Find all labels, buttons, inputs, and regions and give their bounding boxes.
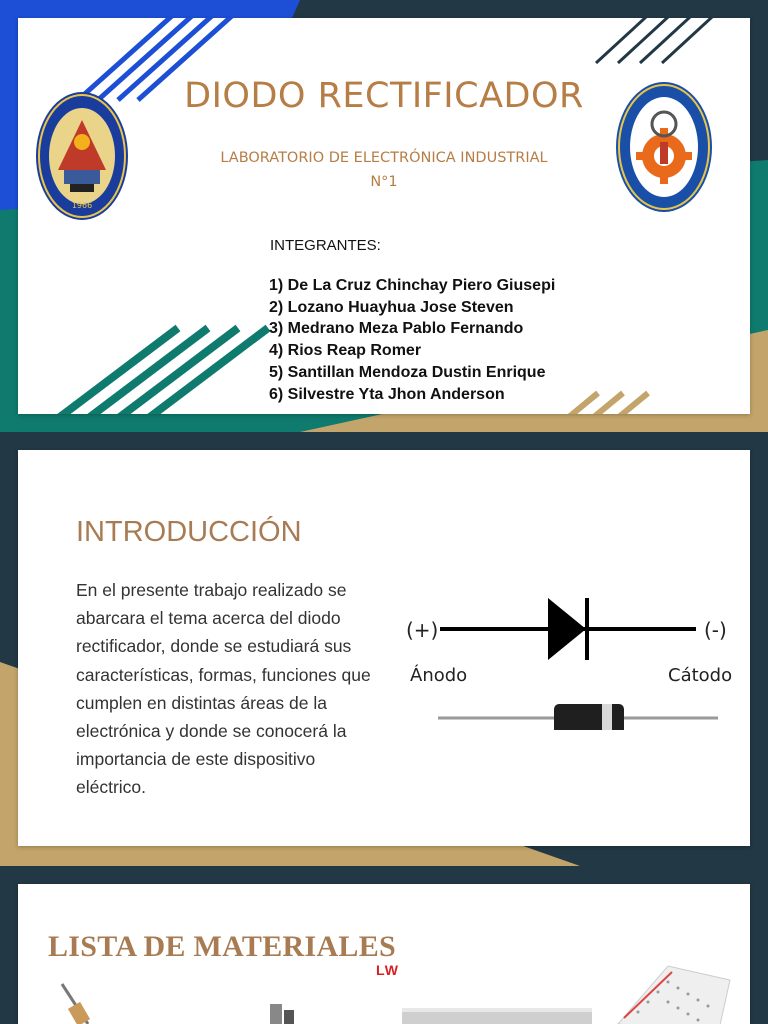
- member-item: 4) Rios Reap Romer: [269, 342, 422, 360]
- member-item: 3) Medrano Meza Pablo Fernando: [269, 320, 524, 338]
- members-list: [269, 275, 555, 405]
- materials-title: LISTA DE MATERIALES: [48, 930, 397, 963]
- cover-slide: [0, 0, 768, 432]
- diode-symbol-triangle: [548, 598, 586, 660]
- materials-card: [18, 884, 750, 1024]
- materials-slide: [0, 866, 768, 1024]
- breadboard-icon: [618, 966, 730, 1024]
- intro-card: [18, 450, 750, 846]
- minus-label: (-): [704, 618, 727, 642]
- component-icon: [270, 1004, 294, 1024]
- plus-label: (+): [406, 618, 439, 642]
- brand-label: LW: [376, 962, 399, 978]
- diode-component-band: [602, 704, 612, 730]
- cover-subtitle: [18, 146, 750, 194]
- subtitle-line-2: N°1: [370, 174, 398, 190]
- cover-card: [18, 18, 750, 414]
- anode-label: Ánodo: [410, 665, 468, 686]
- svg-text:1966: 1966: [71, 201, 93, 210]
- resistor-icon: [62, 984, 90, 1024]
- member-item: 1) De La Cruz Chinchay Piero Giusepi: [269, 277, 556, 294]
- intro-title: INTRODUCCIÓN: [76, 516, 302, 548]
- member-item: 2) Lozano Huayhua Jose Steven: [269, 298, 514, 316]
- subtitle-line-1: LABORATORIO DE ELECTRÓNICA INDUSTRIAL: [220, 150, 548, 166]
- power-supply-icon: [402, 1008, 592, 1024]
- materials-images: [18, 884, 750, 1024]
- diode-component-body: [554, 704, 624, 730]
- intro-slide: [0, 432, 768, 866]
- cathode-label: Cátodo: [668, 665, 733, 686]
- members-heading: INTEGRANTES:: [270, 237, 381, 254]
- member-item: 5) Santillan Mendoza Dustin Enrique: [269, 363, 546, 381]
- cover-title: DIODO RECTIFICADOR: [184, 76, 584, 116]
- diode-diagram: [398, 590, 738, 730]
- intro-paragraph: En el presente trabajo realizado se abarcara el tema acerca del diodo rectificador, donde se estudiará sus características, formas, funciones que cumplen en distintas áreas de la electrónica y donde se conocerá la importancia de este dispositivo eléctrico.: [76, 580, 371, 798]
- member-item: 6) Silvestre Yta Jhon Anderson: [269, 385, 505, 403]
